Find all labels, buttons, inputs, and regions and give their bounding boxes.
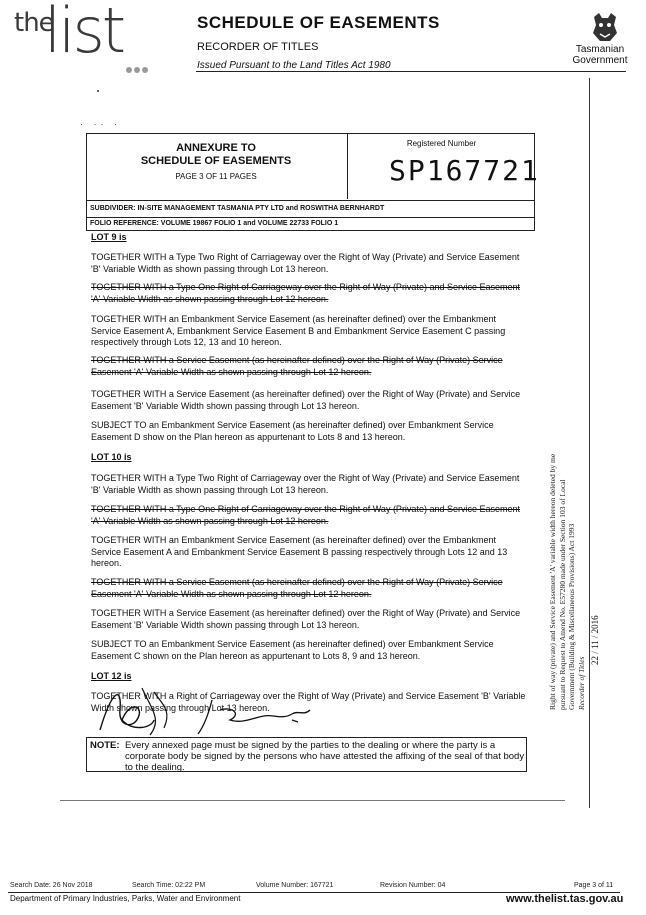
- logo-the-text: the: [14, 8, 54, 38]
- document-subtitle: RECORDER OF TITLES: [197, 41, 319, 53]
- folio-divider: [86, 217, 535, 218]
- easement-clause: TOGETHER WITH an Embankment Service Easement (as hereinafter defined) over the Embankment Service Easement A, Embankment Service Easement B and Embankment Service Easement C passing respectively through Lots 12, 13 and 10 hereon.: [91, 314, 506, 347]
- lot-heading: LOT 9 is: [91, 232, 127, 242]
- government-line2: Government: [572, 55, 628, 66]
- department-name: Department of Primary Industries, Parks, Water and Environment: [10, 894, 241, 903]
- easement-clause-struck: TOGETHER WITH a Service Easement (as hereinafter defined) over the Right of Way (Private) Service Easement 'A' Variable Width as shown passing through Lot 12 hereon.: [91, 577, 503, 599]
- note-text: Every annexed page must be signed by the parties to the dealing or where the party is a corporate body be signed by the persons who have attested the affixing of the seal of that body to the dealing.: [125, 740, 525, 773]
- header-divider: [196, 71, 626, 72]
- easement-clause-struck: TOGETHER WITH a Service Easement (as hereinafter defined) over the Right of Way (Private) Service Easement 'A' Variable Width as shown passing through Lot 12 hereon.: [91, 355, 503, 377]
- tasmanian-devil-emblem-icon: [590, 11, 620, 48]
- easement-clause: TOGETHER WITH a Service Easement (as hereinafter defined) over the Right of Way (Private) and Service Easement 'B' Variable Width shown passing through Lot 13 hereon.: [91, 389, 521, 411]
- logo-list-text: list: [44, 0, 124, 67]
- document-title: SCHEDULE OF EASEMENTS: [197, 13, 440, 32]
- annexure-title-line1: ANNEXURE TO: [176, 142, 256, 154]
- note-label: NOTE:: [90, 740, 120, 751]
- logo-dots-icon: [126, 60, 150, 78]
- easement-clause: SUBJECT TO an Embankment Service Easement (as hereinafter defined) over Embankment Service Easement C shown on the Plan hereon as appurtenant to Lots 8, 9 and 13 hereon.: [91, 639, 494, 661]
- handwritten-signatures: [92, 680, 332, 745]
- page-count: PAGE 3 OF 11 PAGES: [175, 172, 257, 181]
- easement-clause-struck: TOGETHER WITH a Type One Right of Carriageway over the Right of Way (Private) and Service Easement 'A' Variable Width as shown passing through Lot 12 hereon.: [91, 282, 520, 304]
- registered-number: SP167721: [389, 154, 540, 187]
- lot-heading: LOT 10 is: [91, 452, 132, 462]
- margin-amendment-note: [548, 450, 586, 710]
- easement-clause: TOGETHER WITH a Type Two Right of Carriageway over the Right of Way (Private) and Service Easement 'B' Variable Width as shown passing through Lot 13 hereon.: [91, 252, 520, 274]
- issued-pursuant-text: Issued Pursuant to the Land Titles Act 1980: [197, 60, 391, 71]
- government-line1: Tasmanian: [575, 44, 625, 55]
- folio-reference: FOLIO REFERENCE: VOLUME 19867 FOLIO 1 and VOLUME 22733 FOLIO 1: [90, 220, 339, 227]
- volume-number: Volume Number: 167721: [256, 882, 334, 889]
- registered-number-label: Registered Number: [406, 139, 477, 148]
- website-url: www.thelist.tas.gov.au: [506, 893, 624, 905]
- bottom-divider: [60, 800, 565, 801]
- margin-date: 22 / 11 / 2016: [590, 615, 600, 665]
- search-time: Search Time: 02:22 PM: [132, 882, 206, 889]
- page-edge-line: [589, 78, 590, 808]
- annexure-title: [90, 142, 342, 168]
- search-date: Search Date: 26 Nov 2018: [10, 882, 93, 889]
- easement-clause: SUBJECT TO an Embankment Service Easement (as hereinafter defined) over Embankment Service Easement D show on the Plan hereon as appurtenant to Lots 8 and 13 hereon.: [91, 420, 494, 442]
- annexure-title-line2: SCHEDULE OF EASEMENTS: [140, 155, 292, 167]
- scan-speck: [97, 90, 99, 92]
- scan-marks: · ·· ·: [80, 119, 121, 129]
- easement-clause: TOGETHER WITH a Right of Carriageway over the Right of Way (Private) and Service Easement 'B' Variable Width shown passing through Lot 13 hereon.: [91, 691, 526, 713]
- easement-clause-struck: TOGETHER WITH a Type One Right of Carriageway over the Right of Way (Private) and Service Easement 'A' Variable Width as shown passing through Lot 12 hereon.: [91, 504, 520, 526]
- lot-heading: LOT 12 is: [91, 671, 132, 681]
- annexure-divider: [347, 133, 348, 199]
- government-name: [566, 44, 634, 66]
- subdivider-text: SUBDIVIDER: IN-SITE MANAGEMENT TASMANIA PTY LTD and ROSWITHA BERNHARDT: [90, 205, 385, 212]
- margin-note-signature: Recorder of Titles: [576, 656, 586, 710]
- revision-number: Revision Number: 04: [380, 882, 446, 889]
- margin-note-text: Right of way (private) and Service Easement 'A' variable width hereon deleted by me pursuant to Request to Amend No. E57280 made under Section 103 of Local Government (Building & Miscellaneous Provisions) Act 1993: [548, 453, 576, 710]
- easement-clause: TOGETHER WITH a Type Two Right of Carriageway over the Right of Way (Private) and Service Easement 'B' Variable Width as shown passing through Lot 13 hereon.: [91, 473, 520, 495]
- easement-clause: TOGETHER WITH a Service Easement (as hereinafter defined) over the Right of Way (Private) and Service Easement 'B' Variable Width shown passing through Lot 13 hereon.: [91, 608, 521, 630]
- page-indicator: Page 3 of 11: [574, 882, 614, 889]
- easement-clause: TOGETHER WITH an Embankment Service Easement (as hereinafter defined) over the Embankment Service Easement A and Embankment Service Easement B passing respectively through Lots 12 and 13 hereon.: [91, 535, 508, 568]
